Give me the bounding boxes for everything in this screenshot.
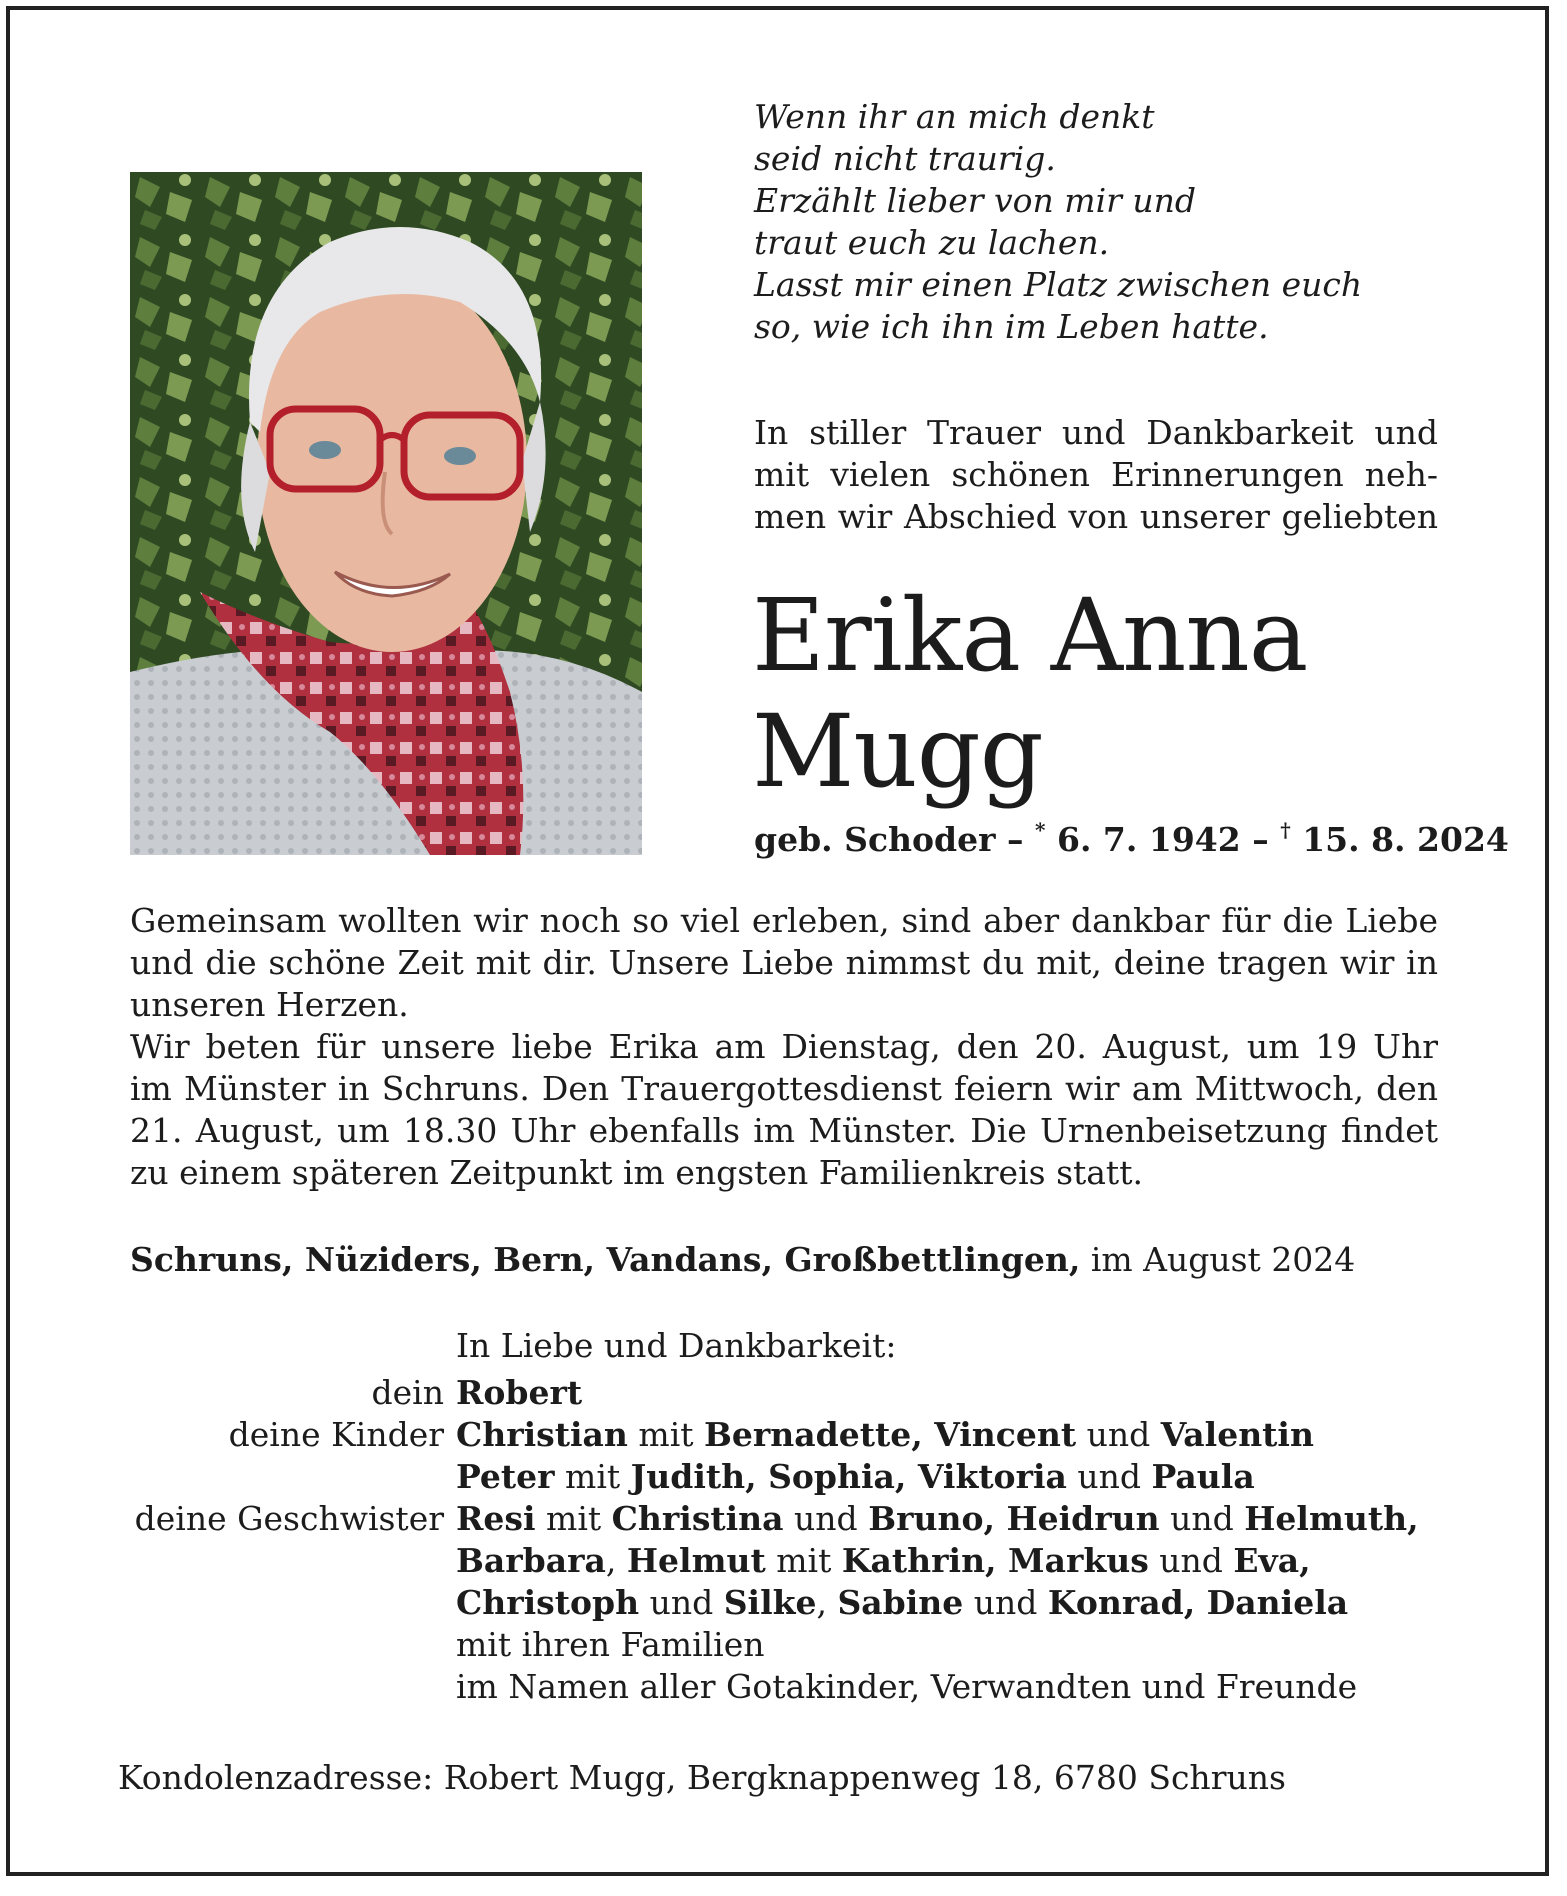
mourner-name: Silke [723, 1583, 817, 1622]
mourner-name: Christoph [456, 1583, 640, 1622]
mourner-name: Helmut [626, 1541, 766, 1580]
poem-line: Wenn ihr an mich denkt [754, 97, 1155, 136]
intro-line: men wir Abschied von unserer geliebten [754, 497, 1438, 536]
message-line: Wir beten für unsere liebe Erika am Dienstag, den 20. August, um 19 Uhr [130, 1027, 1438, 1066]
mourner-name: Resi [456, 1499, 536, 1538]
connector-text: und [639, 1583, 724, 1622]
name-line-first: Erika Anna [752, 577, 1308, 694]
born-name: geb. Schoder [754, 820, 996, 859]
deceased-name [752, 578, 1307, 810]
message-line: Gemeinsam wollten wir noch so viel erleben, sind aber dankbar für die Liebe [130, 901, 1438, 940]
intro-text [754, 412, 1438, 538]
intro-line: mit vielen schönen Erinnerungen neh- [754, 455, 1438, 494]
mourner-names [456, 1540, 1311, 1582]
mourner-names [456, 1456, 1255, 1498]
connector-text: , [605, 1541, 627, 1580]
mourner-names [456, 1498, 1419, 1540]
connector-text: und [1066, 1457, 1152, 1496]
connector-text: und [1159, 1499, 1245, 1538]
signature-row [90, 1456, 1419, 1498]
signature-row [90, 1372, 1419, 1414]
mourner-name: Kathrin, Markus [841, 1541, 1149, 1580]
signature-row [90, 1624, 1419, 1666]
mourner-name: Barbara [456, 1541, 606, 1580]
mourner-name: Judith, Sophia, Viktoria [630, 1457, 1067, 1496]
connector-text: und [1076, 1415, 1161, 1454]
connector-text: mit [765, 1541, 842, 1580]
intro-line: In stiller Trauer und Dankbarkeit und [754, 413, 1438, 452]
mourner-name: Sabine [837, 1583, 964, 1622]
signature-row [90, 1414, 1419, 1456]
name-line-surname: Mugg [752, 693, 1043, 810]
mourner-names [456, 1624, 765, 1666]
mourner-name: Bruno, Heidrun [868, 1499, 1160, 1538]
mourner-name: Valentin [1160, 1415, 1314, 1454]
dash: – [1252, 820, 1269, 859]
mourner-name: Robert [456, 1373, 583, 1412]
relation-label: deine Geschwister [134, 1499, 444, 1538]
relation-label [90, 1540, 456, 1582]
mourner-name: Peter [456, 1457, 555, 1496]
mourner-name: Konrad, Daniela [1047, 1583, 1349, 1622]
poem-line: seid nicht traurig. [754, 139, 1056, 178]
connector-text: , [816, 1583, 838, 1622]
connector-text: und [963, 1583, 1048, 1622]
month-year: im August 2024 [1090, 1240, 1356, 1279]
mourner-name: Eva, [1233, 1541, 1311, 1580]
signature-list [90, 1372, 1419, 1708]
death-symbol: † [1280, 818, 1291, 842]
condolence-address: Kondolenzadresse: Robert Mugg, Bergknappenweg 18, 6780 Schruns [118, 1758, 1286, 1797]
signature-heading: In Liebe und Dankbarkeit: [456, 1326, 897, 1365]
portrait-image [130, 172, 642, 855]
relation-label: dein [371, 1373, 444, 1412]
message-line: im Münster in Schruns. Den Trauergottesdienst feiern wir am Mittwoch, den [130, 1069, 1438, 1108]
poem-line: traut euch zu lachen. [754, 223, 1110, 262]
death-date: 15. 8. 2024 [1302, 820, 1509, 859]
mourner-name: Bernadette, Vincent [704, 1415, 1077, 1454]
connector-text: mit [627, 1415, 705, 1454]
connector-text: im Namen aller Gotakinder, Verwandten und Freunde [456, 1667, 1358, 1706]
mourner-names [456, 1414, 1314, 1456]
message-line: zu einem späteren Zeitpunkt im engsten Familienkreis statt. [130, 1153, 1143, 1192]
signature-row [90, 1540, 1419, 1582]
relation-label: deine Kinder [228, 1415, 444, 1454]
mourner-name: Paula [1151, 1457, 1255, 1496]
poem-line: Erzählt lieber von mir und [754, 181, 1197, 220]
relation-label [90, 1624, 456, 1666]
connector-text: mit [535, 1499, 612, 1538]
connector-text: und [1148, 1541, 1234, 1580]
message-text [130, 900, 1438, 1194]
message-line: 21. August, um 18.30 Uhr ebenfalls im Münster. Die Urnenbeisetzung findet [130, 1111, 1438, 1150]
signature-row [90, 1498, 1419, 1540]
portrait-photo [130, 172, 642, 855]
poem [754, 96, 1362, 348]
relation-label [90, 1582, 456, 1624]
mourner-names [456, 1666, 1357, 1708]
poem-line: so, wie ich ihn im Leben hatte. [754, 307, 1269, 346]
message-line: unseren Herzen. [130, 985, 409, 1024]
connector-text: mit [554, 1457, 631, 1496]
life-dates [754, 818, 1509, 859]
mourner-names [456, 1372, 582, 1414]
mourner-name: Christina [611, 1499, 784, 1538]
signature-row [90, 1582, 1419, 1624]
signature-row [90, 1666, 1419, 1708]
mourner-name: Helmuth, [1244, 1499, 1419, 1538]
relation-label [90, 1666, 456, 1708]
birth-symbol: * [1035, 818, 1046, 842]
message-line: und die schöne Zeit mit dir. Unsere Liebe nimmst du mit, deine tragen wir in [130, 943, 1438, 982]
mourner-names [456, 1582, 1348, 1624]
places: Schruns, Nüziders, Bern, Vandans, Großbettlingen, [130, 1240, 1081, 1279]
relation-label [90, 1456, 456, 1498]
birth-date: 6. 7. 1942 [1056, 820, 1241, 859]
connector-text: mit ihren Familien [456, 1625, 765, 1664]
places-date-line [130, 1240, 1355, 1279]
mourner-name: Christian [456, 1415, 628, 1454]
poem-line: Lasst mir einen Platz zwischen euch [754, 265, 1363, 304]
dash: – [1007, 820, 1024, 859]
connector-text: und [783, 1499, 869, 1538]
